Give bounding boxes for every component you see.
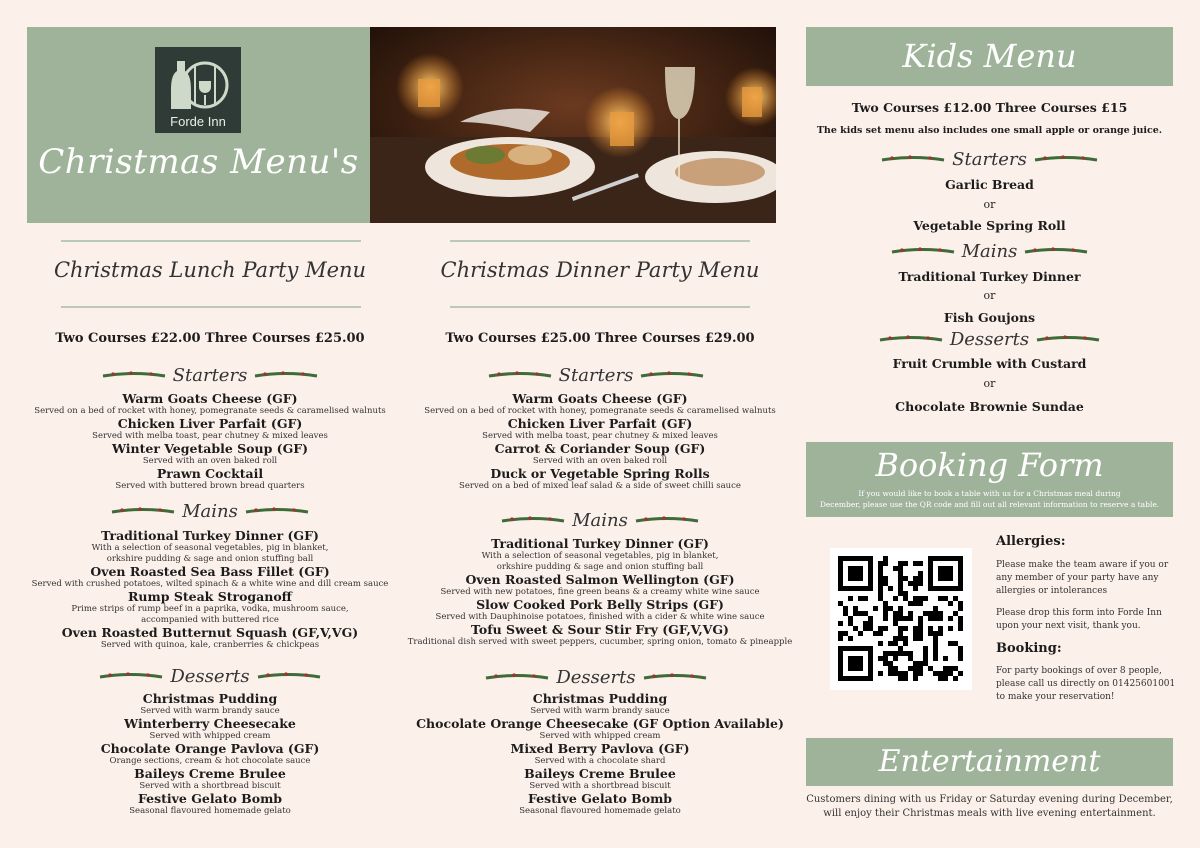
section-label: Starters: [172, 365, 248, 386]
menu-item-desc: Served on a bed of mixed leaf salad & a side of sweet chilli sauce: [459, 481, 741, 491]
dinner-menu-title: Christmas Dinner Party Menu: [440, 258, 760, 282]
menu-item-desc: With a selection of seasonal vegetables, pig in blanket,: [91, 543, 329, 553]
menu-item-desc: Served with an oven baked roll: [532, 456, 668, 466]
kids-mains-heading: [806, 241, 1173, 262]
holly-garland-icon: [487, 369, 553, 383]
drop-form-text: Please drop this form into Forde Inn upon your next visit, thank you.: [996, 608, 1162, 631]
menu-item-desc: Served on a bed of rocket with honey, pomegranate seeds & caramelised walnuts: [424, 406, 776, 416]
section-label: Starters: [558, 365, 634, 386]
kids-item: Traditional Turkey Dinner: [898, 269, 1081, 284]
kids-note: The kids set menu also includes one small apple or orange juice.: [816, 125, 1163, 136]
logo-text: Forde Inn: [170, 114, 226, 129]
menu-item-name: Chocolate Orange Pavlova (GF): [100, 741, 320, 756]
lunch-desserts-list: [30, 692, 390, 817]
or-separator: or: [983, 198, 996, 211]
menu-item-name: Winter Vegetable Soup (GF): [111, 441, 309, 456]
menu-item-name: Christmas Pudding: [142, 691, 278, 706]
lunch-mains-list: [30, 529, 390, 651]
dinner-desserts-list: [410, 692, 790, 817]
lunch-starters-list: [30, 392, 390, 492]
holly-garland-icon: [110, 505, 176, 519]
kids-starters-heading: [806, 149, 1173, 170]
menu-item-name: Baileys Creme Brulee: [524, 766, 676, 781]
menu-item-desc: Served with buttered brown bread quarters: [115, 481, 305, 491]
entertainment-text-1: Customers dining with us Friday or Saturday evening during December,: [806, 794, 1173, 805]
divider: [61, 240, 361, 242]
menu-item-name: Slow Cooked Pork Belly Strips (GF): [476, 597, 724, 612]
kids-prices: Two Courses £12.00 Three Courses £15: [851, 100, 1128, 115]
menu-item-name: Chicken Liver Parfait (GF): [117, 416, 303, 431]
holly-garland-icon: [639, 369, 705, 383]
menu-item-desc: Traditional dish served with sweet peppers, cucumber, spring onion, tomato & pineapple: [407, 637, 793, 647]
kids-menu-title: Kids Menu: [806, 27, 1173, 86]
dinner-starters-heading: [426, 365, 766, 386]
menu-item-desc: Seasonal flavoured homemade gelato: [519, 806, 681, 816]
holly-garland-icon: [642, 671, 708, 685]
section-label: Desserts: [556, 667, 636, 688]
lunch-menu-title: Christmas Lunch Party Menu: [53, 258, 367, 282]
menu-item-name: Chicken Liver Parfait (GF): [507, 416, 693, 431]
section-label: Desserts: [949, 329, 1030, 350]
section-label: Mains: [961, 241, 1018, 262]
menu-item-desc: Served with melba toast, pear chutney & mixed leaves: [92, 431, 328, 441]
kids-item: Chocolate Brownie Sundae: [895, 399, 1084, 414]
holly-garland-icon: [253, 369, 319, 383]
menu-item-desc: Served with new potatoes, fine green beans & a creamy white wine sauce: [440, 587, 760, 597]
menu-item-desc: accompanied with buttered rice: [141, 615, 279, 625]
holly-garland-icon: [256, 670, 322, 684]
kids-item: Vegetable Spring Roll: [913, 218, 1066, 233]
menu-item-desc: Served on a bed of rocket with honey, pomegranate seeds & caramelised walnuts: [34, 406, 386, 416]
menu-item-desc: Served with Dauphinoise potatoes, finished with a cider & white wine sauce: [435, 612, 765, 622]
menu-item-name: Rump Steak Stroganoff: [128, 589, 292, 604]
forde-inn-logo: [155, 47, 241, 133]
menu-item-name: Duck or Vegetable Spring Rolls: [490, 466, 710, 481]
section-label: Mains: [572, 510, 628, 531]
entertainment-title: Entertainment: [806, 738, 1173, 786]
holly-garland-icon: [880, 153, 946, 167]
menu-item-name: Mixed Berry Pavlova (GF): [510, 741, 690, 756]
section-label: Mains: [182, 501, 238, 522]
menu-item-name: Baileys Creme Brulee: [134, 766, 286, 781]
menu-item-desc: Served with an oven baked roll: [142, 456, 278, 466]
booking-banner: [806, 442, 1173, 517]
menu-item-desc: Served with whipped cream: [149, 731, 271, 741]
menu-item-desc: Served with crushed potatoes, wilted spinach & a white wine and dill cream sauce: [31, 579, 389, 589]
dinner-mains-list: [400, 537, 800, 648]
lunch-prices: Two Courses £22.00 Three Courses £25.00: [55, 331, 365, 346]
dinner-desserts-heading: [426, 667, 766, 688]
entertainment-text-2: will enjoy their Christmas meals with live evening entertainment.: [823, 808, 1156, 819]
holly-garland-icon: [484, 671, 550, 685]
christmas-dinner-photo: [370, 27, 776, 223]
menu-item-desc: Served with a chocolate shard: [534, 756, 666, 766]
dinner-prices: Two Courses £25.00 Three Courses £29.00: [445, 331, 755, 346]
holly-garland-icon: [101, 369, 167, 383]
holly-garland-icon: [244, 505, 310, 519]
menu-item-desc: With a selection of seasonal vegetables, pig in blanket,: [481, 551, 719, 561]
menu-item-name: Winterberry Cheesecake: [124, 716, 296, 731]
booking-title: Booking Form: [875, 446, 1104, 484]
kids-item: Fish Goujons: [943, 310, 1036, 325]
menu-item-name: Tofu Sweet & Sour Stir Fry (GF,V,VG): [471, 622, 729, 637]
holly-garland-icon: [1033, 153, 1099, 167]
wine-barrel-icon: [155, 47, 241, 117]
lunch-mains-heading: [40, 501, 380, 522]
holly-garland-icon: [634, 514, 700, 528]
menu-item-desc: Served with melba toast, pear chutney & mixed leaves: [482, 431, 718, 441]
menu-item-name: Warm Goats Cheese (GF): [122, 391, 298, 406]
menu-item-name: Oven Roasted Sea Bass Fillet (GF): [90, 564, 330, 579]
kids-item: Fruit Crumble with Custard: [892, 356, 1087, 371]
lunch-desserts-heading: [40, 666, 380, 687]
menu-item-desc: Prime strips of rump beef in a paprika, vodka, mushroom sauce,: [71, 604, 349, 614]
menu-item-desc: orkshire pudding & sage and onion stuffing ball: [106, 554, 314, 564]
holly-garland-icon: [1023, 245, 1089, 259]
menu-item-name: Carrot & Coriander Soup (GF): [494, 441, 706, 456]
dinner-starters-list: [410, 392, 790, 492]
divider: [450, 306, 750, 308]
booking-qr-code[interactable]: [830, 548, 972, 690]
allergies-heading: Allergies:: [996, 534, 1066, 549]
allergies-text: Please make the team aware if you or any member of your party have any allergies or intolerances: [996, 560, 1169, 596]
menu-item-desc: Orange sections, cream & hot chocolate sauce: [109, 756, 311, 766]
menu-item-name: Warm Goats Cheese (GF): [512, 391, 688, 406]
menu-item-name: Festive Gelato Bomb: [137, 791, 283, 806]
menu-item-desc: orkshire pudding & sage and onion stuffing ball: [496, 562, 704, 572]
booking-intro-1: If you would like to book a table with us for a Christmas meal during: [858, 489, 1121, 498]
dinner-mains-heading: [430, 510, 770, 531]
menu-item-name: Oven Roasted Butternut Squash (GF,V,VG): [61, 625, 359, 640]
booking-heading: Booking:: [996, 641, 1062, 656]
booking-intro-2: December, please use the QR code and fill out all relevant information to reserve a table.: [819, 500, 1160, 509]
menu-item-name: Oven Roasted Salmon Wellington (GF): [465, 572, 735, 587]
menu-item-desc: Served with warm brandy sauce: [530, 706, 670, 716]
menu-item-desc: Served with quinoa, kale, cranberries & chickpeas: [100, 640, 320, 650]
menu-item-name: Festive Gelato Bomb: [527, 791, 673, 806]
menu-item-name: Traditional Turkey Dinner (GF): [101, 528, 319, 543]
section-label: Desserts: [170, 666, 250, 687]
menu-item-name: Chocolate Orange Cheesecake (GF Option Available): [416, 716, 784, 731]
or-separator: or: [983, 289, 996, 302]
kids-item: Garlic Bread: [945, 177, 1034, 192]
or-separator: or: [983, 377, 996, 390]
kids-desserts-heading: [806, 329, 1173, 350]
menu-item-desc: Seasonal flavoured homemade gelato: [129, 806, 291, 816]
menu-item-desc: Served with a shortbread biscuit: [529, 781, 671, 791]
holly-garland-icon: [500, 514, 566, 528]
holly-garland-icon: [1035, 333, 1101, 347]
section-label: Starters: [952, 149, 1027, 170]
menu-item-desc: Served with a shortbread biscuit: [139, 781, 281, 791]
holly-garland-icon: [890, 245, 956, 259]
divider: [61, 306, 361, 308]
page-title: Christmas Menu's: [38, 142, 359, 182]
booking-text: For party bookings of over 8 people, please call us directly on 01425601001 to make your reservation!: [996, 666, 1176, 702]
divider: [450, 240, 750, 242]
menu-item-name: Traditional Turkey Dinner (GF): [491, 536, 709, 551]
menu-item-desc: Served with whipped cream: [539, 731, 661, 741]
holly-garland-icon: [98, 670, 164, 684]
menu-item-name: Christmas Pudding: [532, 691, 668, 706]
lunch-starters-heading: [40, 365, 380, 386]
holly-garland-icon: [878, 333, 944, 347]
menu-item-desc: Served with warm brandy sauce: [140, 706, 280, 716]
menu-item-name: Prawn Cocktail: [156, 466, 264, 481]
